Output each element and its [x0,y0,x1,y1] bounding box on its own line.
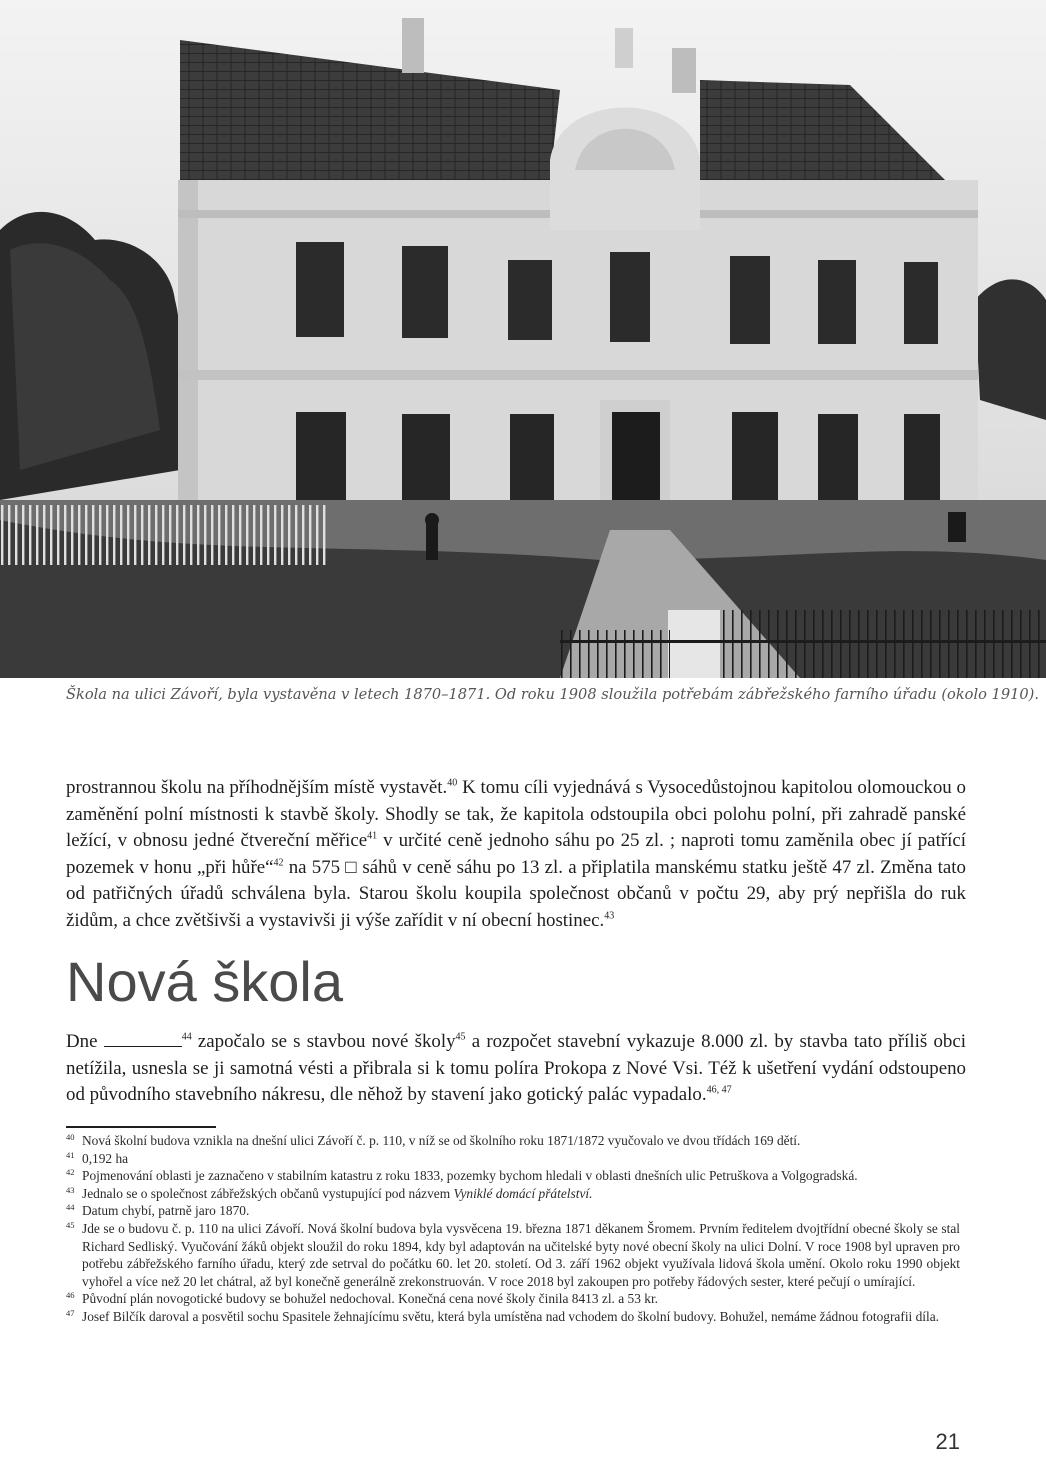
photo-caption: Škola na ulici Závoří, byla vystavěna v letech 1870–1871. Od roku 1908 sloužila potřebám zábřežského farního úřadu (okolo 1910). [66,686,1040,703]
footnote-ref-40: 40 [447,777,458,789]
footnote-ref-46-47: 46, 47 [706,1084,732,1096]
footnote-43: 43 Jednalo se o společnost zábřežských občanů vystupující pod názvem Vyniklé domácí přátelství. [66,1184,593,1201]
footnote-ref-42: 42 [273,857,284,869]
section-heading: Nová škola [66,950,344,1013]
footnote-45: 45 Jde se o budovu č. p. 110 na ulici Závoří. Nová školní budova byla vysvěcena 19. března 1871 děkanem Šromem. Prvním ředitelem dvojtřídní obecné školy se stal Richard Sedliský. Vyučování žáků objekt sloužil do roku 1894, kdy byl adaptován na učitelské byty nové obecní školy na ulici Dolní. V roce 1908 byl upraven pro potřebu zábřežského farního úřadu, který zde setrval do počátku 60. let 20. století. Od 3. září 1962 objekt využívala lidová škola umění. Okolo roku 1990 objekt vyhořel a více než 20 let chátral, až byl konečně generálně zrekonstruován. V roce 2018 byl zakoupen pro potřeby řádových sester, které pečují o umírající. [66,1219,960,1289]
footnote-40: 40 Nová školní budova vznikla na dnešní ulici Závoří č. p. 110, v níž se od školního roku 1871/1872 vyučovalo ve dvou třídách 169 dětí. [66,1132,801,1148]
footnote-46: 46 Původní plán novogotické budovy se bohužel nedochoval. Konečná cena nové školy činila 8413 zl. a 53 kr. [66,1290,659,1307]
footnote-ref-43: 43 [604,910,615,922]
page-number: 21 [935,1429,960,1454]
date-blank [104,1032,182,1047]
footnote-ref-41: 41 [367,830,378,842]
footnote-divider [66,1126,216,1128]
school-building-image [0,0,1046,678]
footnote-41: 41 0,192 ha [66,1149,129,1166]
footnote-ref-44: 44 [181,1031,192,1043]
body-paragraph-2: Dne $^{44}$ započalo se s stavbou nové školy$^{45}$ a rozpočet stavební vykazuje 8.000 zl. by stavba tato příliš obci netížila, usnesla se ji samotná vésti a přibrala si k tomu políra Prokopa z Nové Vsi. Též k ušetření vydání odstoupeno od původního stavebního nákresu, dle něhož by stavení jako gotický palác vypadalo.$^{46, 47}$ [66,1031,966,1106]
school-photograph [0,0,1046,678]
footnote-47: 47 Josef Bilčík daroval a posvětil sochu Spasitele žehnajícímu světu, která byla umístěna nad vchodem do školní budovy. Bohužel, nemáme žádnou fotografii díla. [66,1307,940,1324]
footnote-44: 44 Datum chybí, patrně jaro 1870. [66,1202,250,1219]
body-paragraph-1: prostrannou školu na příhodnějším místě vystavět.$^{40}$ K tomu cíli vyjednává s Vysocedůstojnou kapitolou olomouckou o zaměnění polní místnosti k stavbě školy. Shodly se tak, že kapitola odstoupila obci polohu polní, při zahradě panské ležící, v obnosu jedné čtvereční měřice$^{41}$ v určité ceně jednoho sáhu po 25 zl. ; naproti tomu zaměnila obec jí patřící pozemek v honu „při hůře“$^{42}$ na 575 □ sáhů v ceně sáhu po 13 zl. a připlatila manskému statku ještě 47 zl. Změna tato od patřičných úřadů schválena byla. Starou školu koupila společnost občanů v počtu 29, aby prý nepřišla do ruk židům, a chce zvětšivši a vystavivši ji výše zařídit v ní obecní hostinec.$^{43}$ [66,777,966,931]
footnote-ref-45: 45 [455,1031,466,1043]
footnotes [66,1132,960,1326]
footnote-42: 42 Pojmenování oblasti je zaznačeno v stabilním katastru z roku 1833, pozemky bychom hledali v oblasti dnešních ulic Petruškova a Volgogradská. [66,1167,858,1184]
